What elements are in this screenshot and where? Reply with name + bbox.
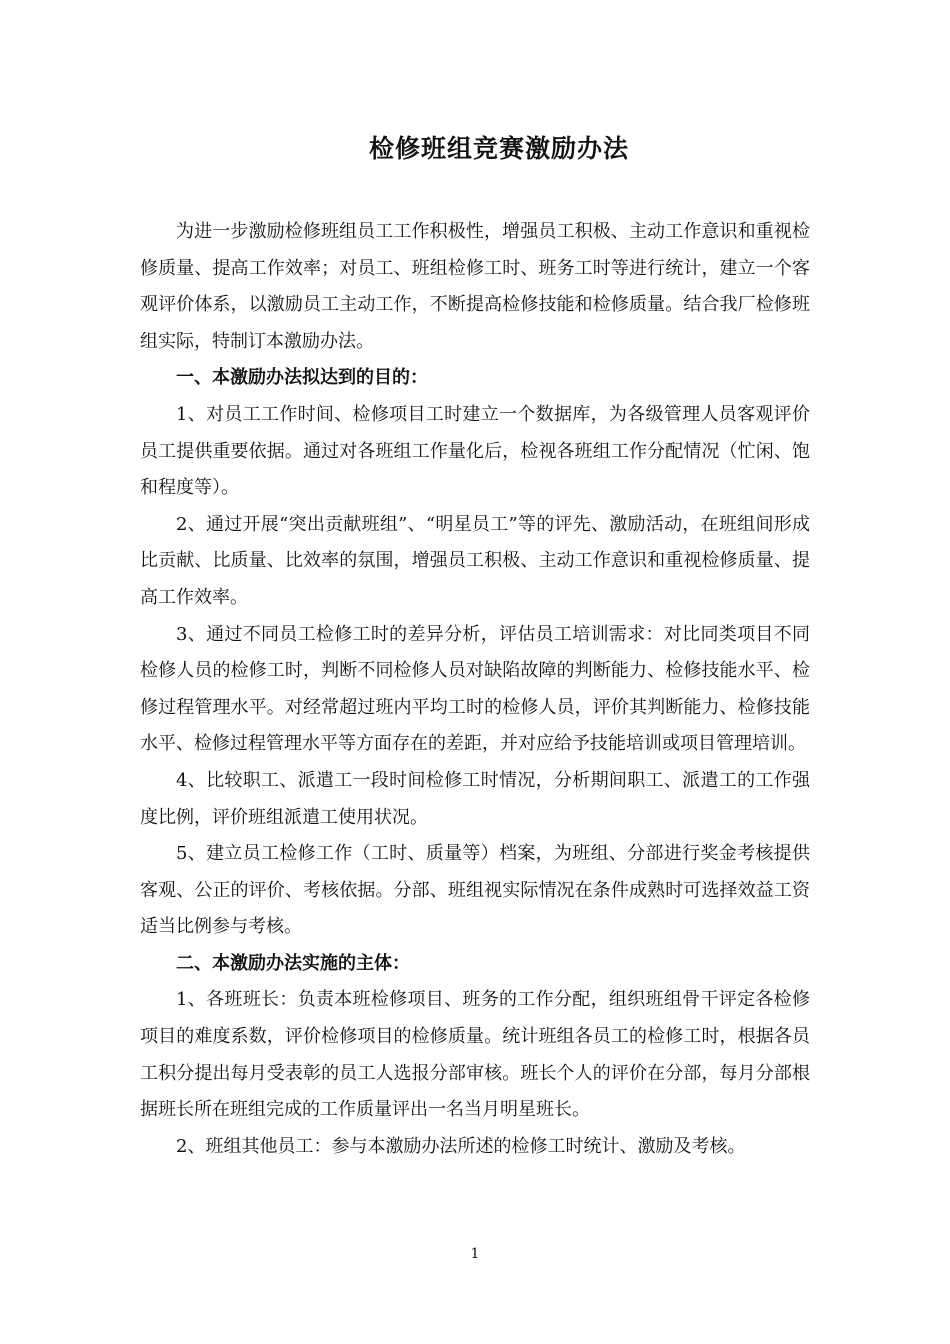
purpose-item-4: 4、比较职工、派遣工一段时间检修工时情况，分析期间职工、派遣工的工作强度比例，评价班组派遣工使用状况。	[140, 769, 810, 828]
purpose-item-3: 3、通过不同员工检修工时的差异分析，评估员工培训需求：对比同类项目不同检修人员的检修工时，判断不同检修人员对缺陷故障的判断能力、检修技能水平、检修过程管理水平。对经常超过班内平均工时的检修人员，评价其判断能力、检修技能水平、检修过程管理水平等方面存在的差距，并对应给予技能培训或项目管理培训。	[140, 623, 810, 755]
purpose-item-5: 5、建立员工检修工作（工时、质量等）档案，为班组、分部进行奖金考核提供客观、公正的评价、考核依据。分部、班组视实际情况在条件成熟时可选择效益工资适当比例参与考核。	[140, 843, 810, 938]
subject-item-1: 1、各班班长：负责本班检修项目、班务的工作分配，组织班组骨干评定各检修项目的难度系数，评价检修项目的检修质量。统计班组各员工的检修工时，根据各员工积分提出每月受表彰的员工人选报分部审核。班长个人的评价在分部，每月分部根据班长所在班组完成的工作质量评出一名当月明星班长。	[140, 989, 810, 1121]
document-title: 检修班组竞赛激励办法	[368, 134, 629, 163]
purpose-item-2: 2、通过开展“突出贡献班组”、“明星员工”等的评先、激励活动，在班组间形成比贡献、比质量、比效率的氛围，增强员工积极、主动工作意识和重视检修质量、提高工作效率。	[140, 513, 810, 608]
section-heading-subjects: 二、本激励办法实施的主体：	[176, 952, 410, 974]
subject-item-2: 2、班组其他员工：参与本激励办法所述的检修工时统计、激励及考核。	[176, 1135, 746, 1157]
section-heading-purpose: 一、本激励办法拟达到的目的：	[176, 367, 428, 389]
page-number: 1	[470, 1246, 480, 1262]
purpose-item-1: 1、对员工工作时间、检修项目工时建立一个数据库，为各级管理人员客观评价员工提供重要依据。通过对各班组工作量化后，检视各班组工作分配情况（忙闲、饱和程度等）。	[140, 403, 810, 499]
intro-paragraph: 为进一步激励检修班组员工工作积极性，增强员工积极、主动工作意识和重视检修质量、提高工作效率；对员工、班组检修工时、班务工时等进行统计，建立一个客观评价体系，以激励员工主动工作，不断提高检修技能和检修质量。结合我厂检修班组实际，特制订本激励办法。	[140, 221, 810, 352]
document-body	[140, 214, 810, 1165]
